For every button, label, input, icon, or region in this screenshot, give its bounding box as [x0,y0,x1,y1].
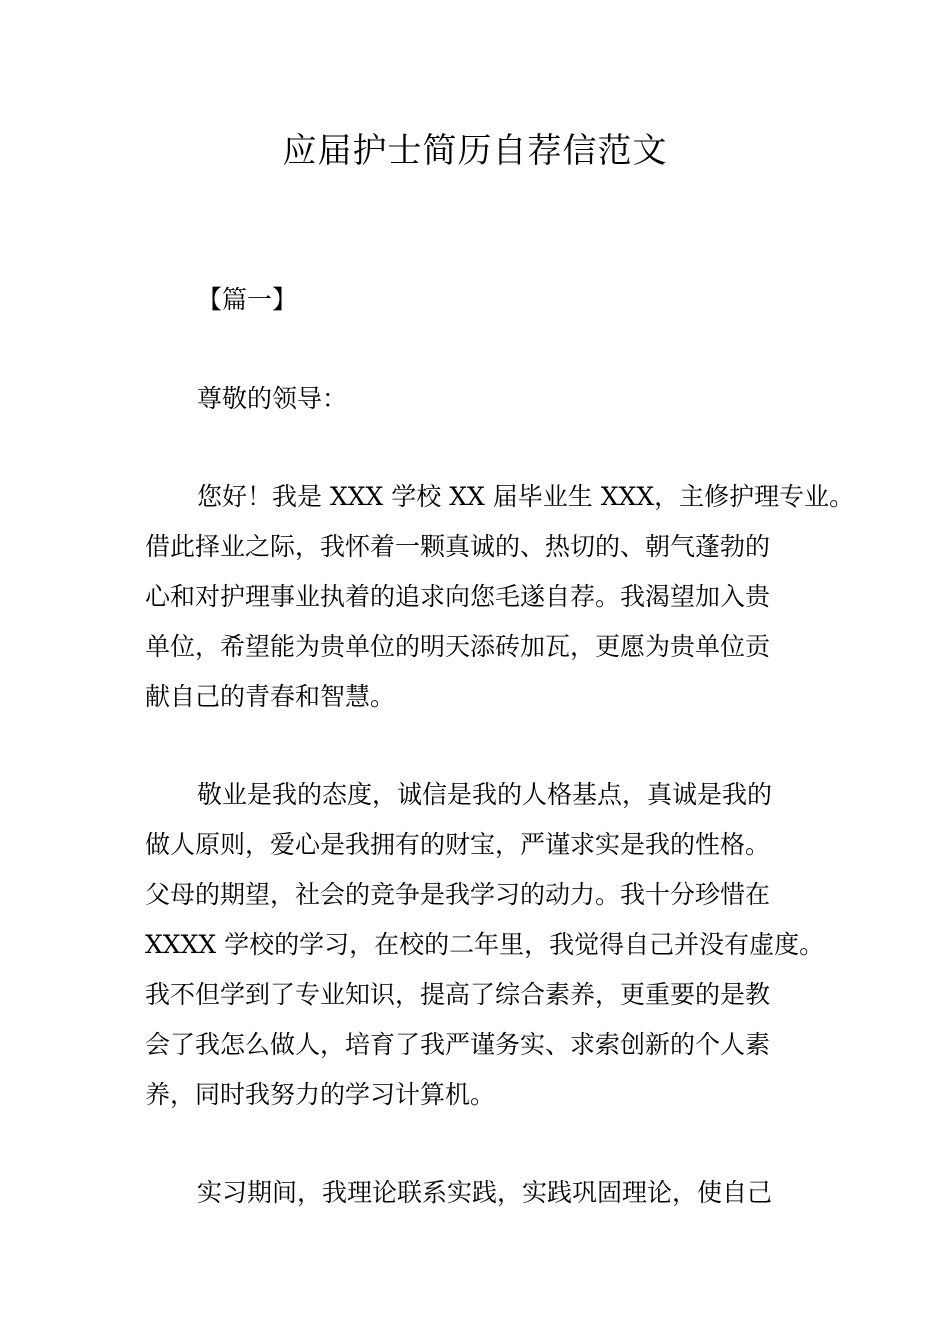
paragraph-2-line-6: 会了我怎么做人，培育了我严谨务实、求索创新的个人素 [145,1030,771,1059]
section-label: 【篇一】 [197,285,298,314]
paragraph-2-line-5: 我不但学到了专业知识，提高了综合素养，更重要的是教 [145,980,771,1009]
paragraph-2-line-7: 养，同时我努力的学习计算机。 [145,1080,496,1109]
paragraph-2-line-1: 敬业是我的态度，诚信是我的人格基点，真诚是我的 [197,780,773,809]
salutation: 尊敬的领导： [197,384,348,413]
paragraph-3-line-1: 实习期间，我理论联系实践，实践巩固理论，使自己 [197,1178,773,1207]
paragraph-1-line-3: 心和对护理事业执着的追求向您毛遂自荐。我渴望加入贵 [145,582,771,611]
paragraph-1-line-2: 借此择业之际，我怀着一颗真诚的、热切的、朝气蓬勃的 [145,532,771,561]
paragraph-1-line-4: 单位，希望能为贵单位的明天添砖加瓦，更愿为贵单位贡 [145,632,771,661]
paragraph-1-line-5: 献自己的青春和智慧。 [145,682,396,711]
paragraph-2-line-4: XXXX 学校的学习，在校的二年里，我觉得自己并没有虚度。 [145,930,825,959]
paragraph-1-line-1: 您好！我是 XXX 学校 XX 届毕业生 XXX，主修护理专业。 [197,482,855,511]
paragraph-2-line-3: 父母的期望，社会的竞争是我学习的动力。我十分珍惜在 [145,880,771,909]
document-title: 应届护士简历自荐信范文 [282,131,668,171]
paragraph-2-line-2: 做人原则，爱心是我拥有的财宝，严谨求实是我的性格。 [145,830,771,859]
